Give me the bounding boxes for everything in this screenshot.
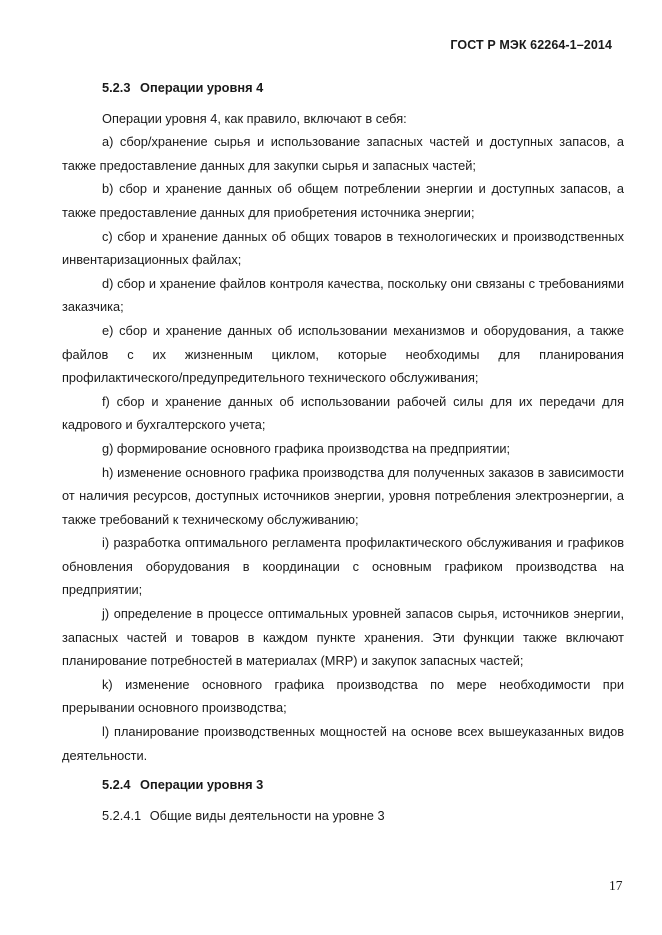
list-item: i) разработка оптимального регламента профилактического обслуживания и графиков обновления оборудования в координации с основным графиком производства на предприятии; xyxy=(62,535,624,598)
subsection-heading-5-2-4-1 xyxy=(62,804,624,828)
list-item: а) сбор/хранение сырья и использование запасных частей и доступных запасов, а также предоставление данных для закупки сырья и запасных частей; xyxy=(62,134,624,173)
subsection-number: 5.2.4.1 xyxy=(102,807,142,823)
section-heading-5-2-3 xyxy=(62,76,624,100)
list-item: g) формирование основного графика производства на предприятии; xyxy=(102,440,511,456)
page-number: 17 xyxy=(609,878,623,893)
page-body xyxy=(62,76,624,827)
subsection-title: Общие виды деятельности на уровне 3 xyxy=(149,807,385,823)
document-code-header: ГОСТ Р МЭК 62264-1–2014 xyxy=(450,38,612,52)
list-item: е) сбор и хранение данных об использовании механизмов и оборудования, а также файлов с их жизненным циклом, которые необходимы для планирования профилактического/предупредительного технического обслуживания; xyxy=(62,322,624,386)
list-item: b) сбор и хранение данных об общем потреблении энергии и доступных запасов, а также предоставление данных для приобретения источника энергии; xyxy=(62,181,624,220)
section-heading-5-2-4 xyxy=(62,773,624,797)
list-item: j) определение в процессе оптимальных уровней запасов сырья, источников энергии, запасных частей и товаров в каждом пункте хранения. Эти функции также включают планирование потребностей в материалах (MRP) и закупок запасных частей; xyxy=(62,606,624,669)
list-item: f) сбор и хранение данных об использовании рабочей силы для их передачи для кадрового и бухгалтерского учета; xyxy=(62,393,624,433)
section-title: Операции уровня 3 xyxy=(140,777,264,793)
section-number: 5.2.4 xyxy=(102,777,131,793)
list-item: k) изменение основного графика производства по мере необходимости при прерывании основного производства; xyxy=(62,676,624,716)
section-number: 5.2.3 xyxy=(102,80,131,95)
list-item: с) сбор и хранение данных об общих товаров в технологических и производственных инвентаризационных файлах; xyxy=(62,228,624,268)
list-item: d) сбор и хранение файлов контроля качества, поскольку они связаны с требованиями заказчика; xyxy=(62,275,624,315)
list-item: h) изменение основного графика производства для полученных заказов в зависимости от наличия ресурсов, доступных источников энергии, уровня потребления электроэнергии, а также требований к техническому обслуживанию; xyxy=(62,464,624,527)
section-title: Операции уровня 4 xyxy=(140,80,264,95)
list-item: l) планирование производственных мощностей на основе всех вышеуказанных видов деятельности. xyxy=(62,724,624,763)
intro-paragraph: Операции уровня 4, как правило, включают в себя: xyxy=(102,110,407,126)
